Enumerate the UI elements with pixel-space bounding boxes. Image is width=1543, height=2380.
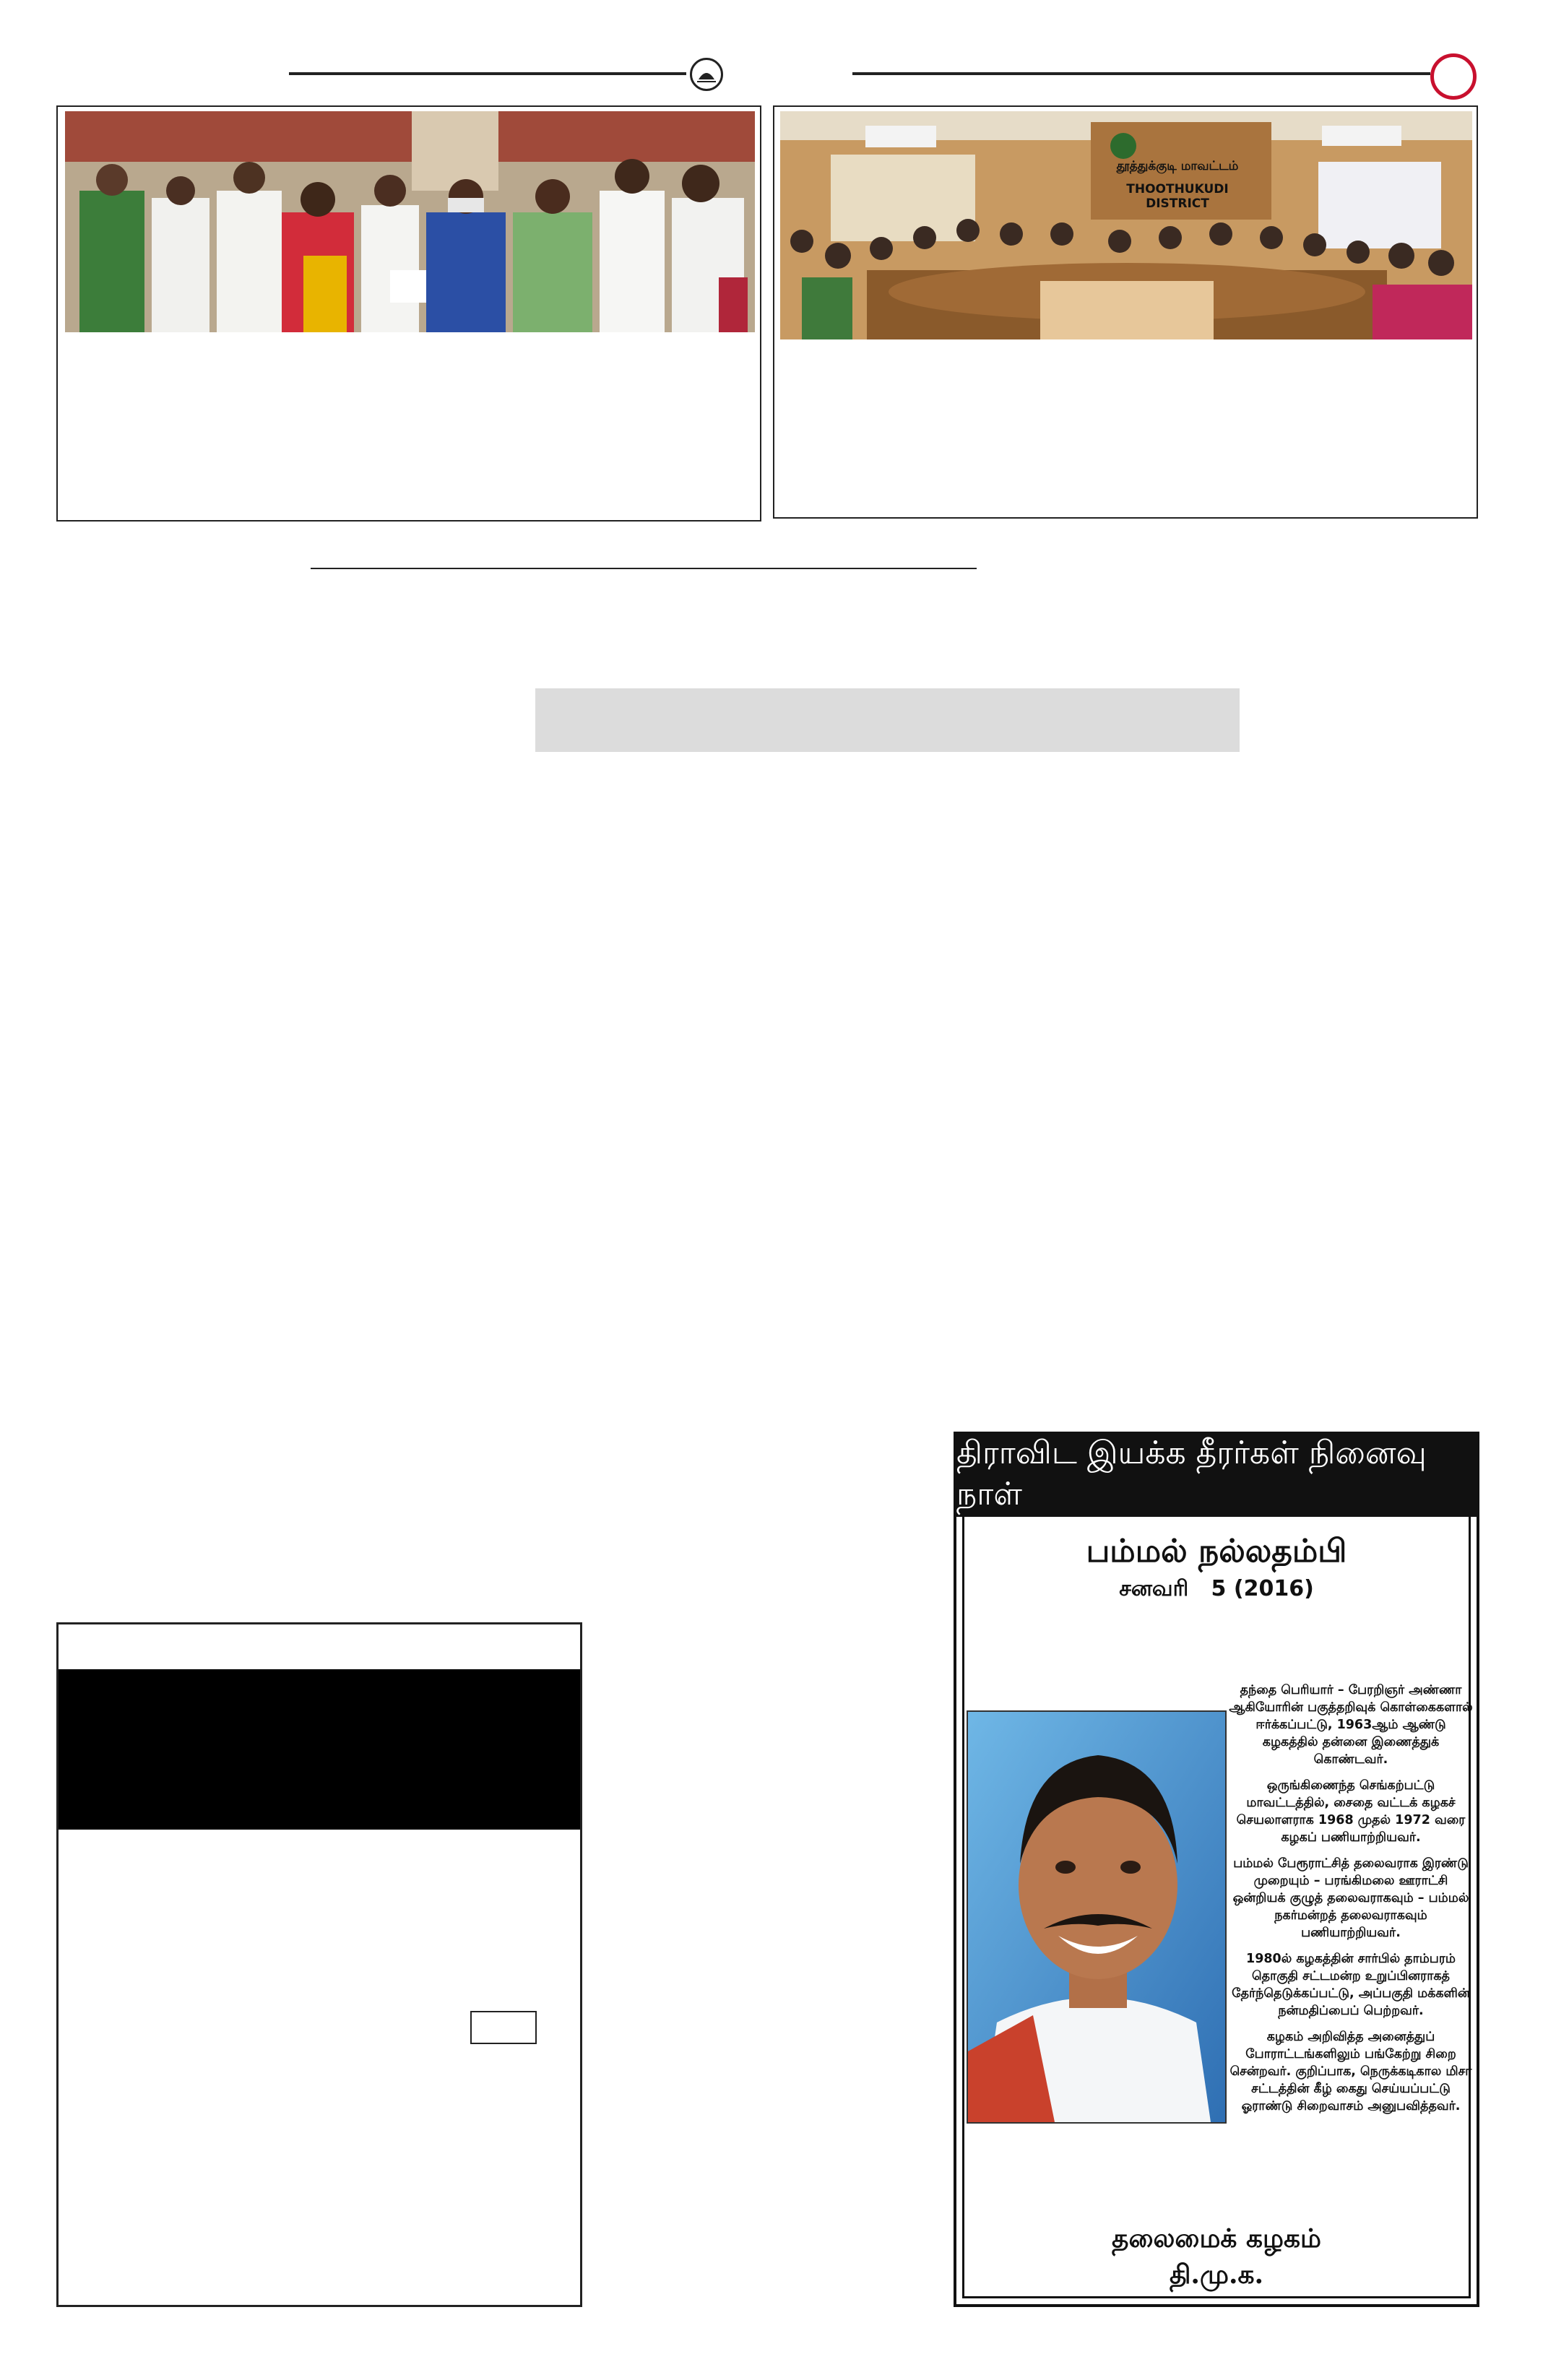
photo-meeting-hall-image [780,111,1472,339]
bio-paragraph: பம்மல் பேரூராட்சித் தலைவராக இரண்டு முறையும் – பரங்கிமலை ஊராட்சி ஒன்றியக் குழுத் தலைவராகவும் – பம்மல் நகர்மன்றத் தலைவராகவும் பணியாற்றியவர். [1232,1856,1469,1940]
grey-headline-band [535,688,1240,752]
bio-paragraph: கழகம் அறிவித்த அனைத்துப் போராட்டங்களிலும் பங்கேற்று சிறை சென்றவர். குறிப்பாக, நெருக்கடிகால மிசா சட்டத்தின் கீழ் கைது செய்யப்பட்டு ஓராண்டு சிறைவாசம் அனுபவித்தவர். [1229,2030,1472,2113]
photo-group-handover-image [65,111,755,332]
photo-story-right [773,105,1478,519]
emblem-glyph [694,62,719,87]
rising-sun-emblem-icon [690,58,723,91]
header-rule-left [289,72,686,75]
portrait-illustration [968,1712,1225,2122]
advertisement-box [56,1622,582,2307]
memorial-footer-line2: தி.மு.க. [1169,2259,1264,2290]
section-divider-rule [311,568,977,569]
advertisement-black-banner [59,1669,580,1830]
memorial-name: பம்மல் நல்லதம்பி [1086,1533,1347,1570]
bio-paragraph: 1980ல் கழகத்தின் சார்பில் தாம்பரம் தொகுதி சட்டமன்ற உறுப்பினராகத் தேர்ந்தெடுக்கப்பட்டு, அப்பகுதி மக்களின் நன்மதிப்பைப் பெற்றவர். [1232,1952,1470,2018]
advertisement-small-box [470,2011,537,2044]
group-photo-illustration [65,111,755,332]
memorial-footer-line1: தலைமைக் கழகம் [1112,2223,1321,2254]
meeting-photo-illustration [780,111,1472,339]
memorial-heading: திராவிட இயக்க தீரர்கள் நினைவு நாள் [956,1435,1477,1517]
memorial-biography [1228,1682,1474,2124]
page-number-badge [1430,53,1477,100]
photo-story-left [56,105,761,522]
district-banner-english: THOOTHUKUDI DISTRICT [1126,182,1229,211]
header-rule-right [852,72,1430,75]
bio-paragraph: தந்தை பெரியார் – பேரறிஞர் அண்ணா ஆகியோரின் பகுத்தறிவுக் கொள்கைகளால் ஈர்க்கப்பட்டு, 1963ஆம் ஆண்டு கழகத்தில் தன்னை இணைத்துக் கொண்டவர். [1229,1683,1473,1767]
district-banner-tamil: தூத்துக்குடி மாவட்டம் [1116,159,1239,173]
bio-paragraph: ஒருங்கிணைந்த செங்கற்பட்டு மாவட்டத்தில், சைதை வட்டக் கழகச் செயலாளராக 1968 முதல் 1972 வரை கழகப் பணியாற்றியவர். [1236,1778,1466,1845]
memorial-date: சனவரி 5 (2016) [1119,1576,1314,1601]
portrait-photo-image [967,1710,1227,2124]
